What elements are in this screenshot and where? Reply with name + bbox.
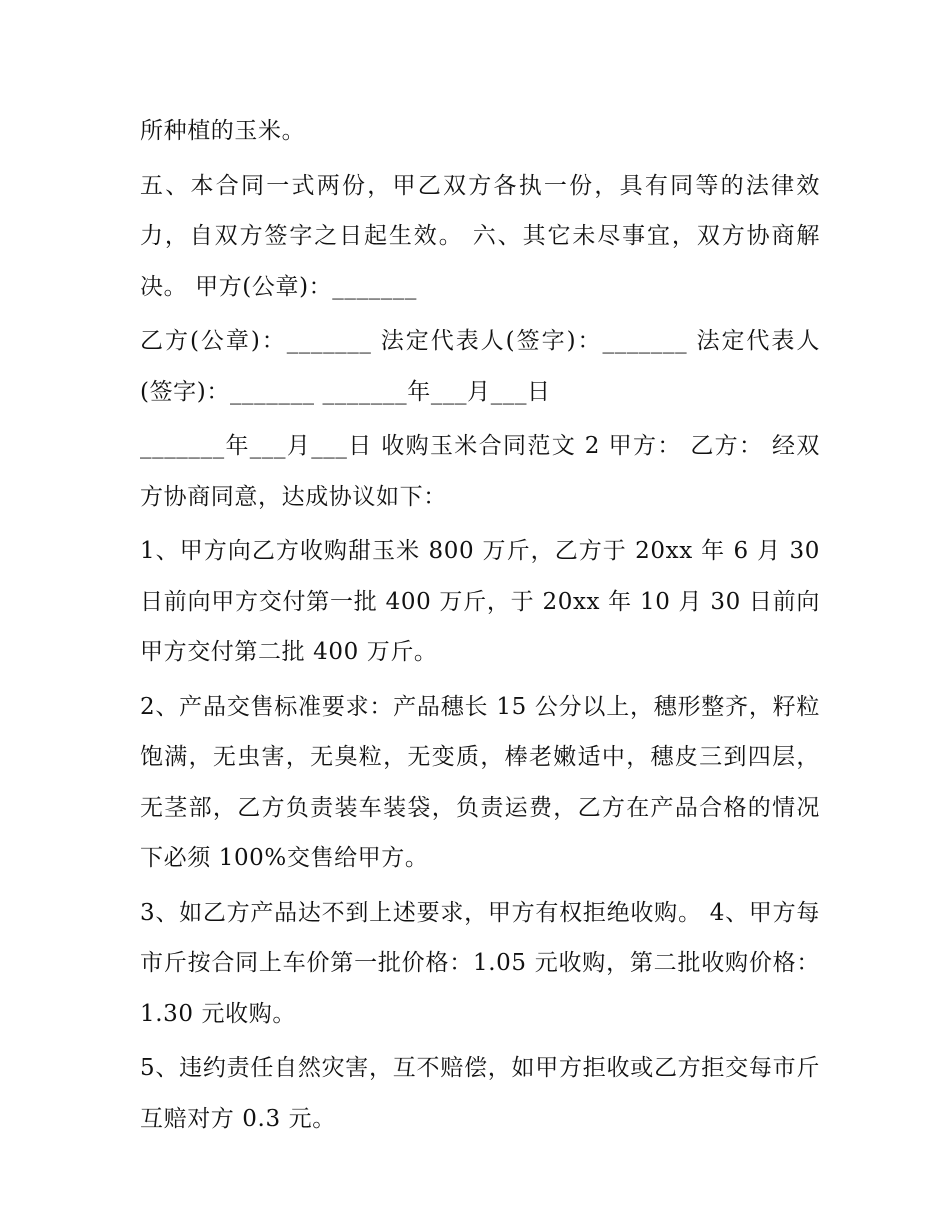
paragraph: 3、如乙方产品达不到上述要求，甲方有权拒绝收购。 4、甲方每市斤按合同上车价第一批价格：1.05 元收购，第二批收购价格：1.30 元收购。 [140, 899, 820, 1027]
document-body [140, 106, 820, 1148]
paragraph: _______年___月___日 收购玉米合同范文 2 甲方： 乙方： 经双方协商同意，达成协议如下： [140, 433, 820, 510]
paragraph: 乙方(公章)：_______ 法定代表人(签字)：_______ 法定代表人(签字)：_______ _______年___月___日 [140, 328, 820, 405]
paragraph: 2、产品交售标准要求：产品穗长 15 公分以上，穗形整齐，籽粒饱满，无虫害，无臭粒，无变质，棒老嫩适中，穗皮三到四层，无茎部，乙方负责装车装袋，负责运费，乙方在产品合格的情况下必须 100%交售给甲方。 [140, 693, 820, 871]
paragraph: 所种植的玉米。 [140, 118, 306, 144]
paragraph: 1、甲方向乙方收购甜玉米 800 万斤，乙方于 20xx 年 6 月 30 日前向甲方交付第一批 400 万斤，于 20xx 年 10 月 30 日前向甲方交付第二批 400 万斤。 [140, 538, 820, 665]
paragraph: 五、本合同一式两份，甲乙双方各执一份，具有同等的法律效力，自双方签字之日起生效。 六、其它未尽事宜，双方协商解决。 甲方(公章)：_______ [140, 172, 820, 300]
paragraph: 5、违约责任自然灾害，互不赔偿，如甲方拒收或乙方拒交每市斤互赔对方 0.3 元。 [140, 1055, 820, 1132]
